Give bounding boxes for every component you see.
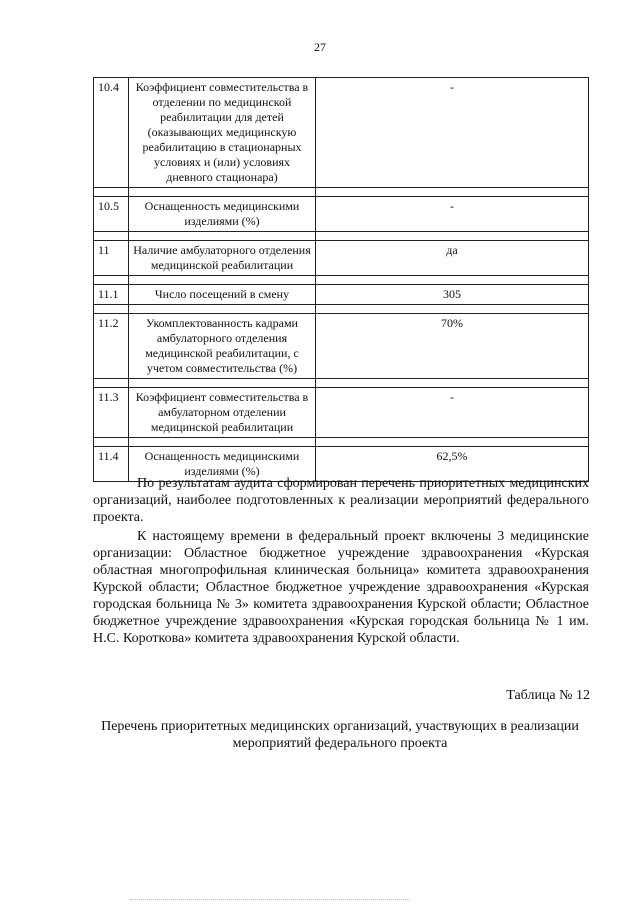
row-indicator-name: Наличие амбулаторного отделения медицинской реабилитации	[129, 241, 316, 276]
row-number: 10.4	[94, 78, 129, 188]
row-number: 11.4	[94, 447, 129, 482]
row-number: 11.3	[94, 388, 129, 438]
bottom-divider	[130, 899, 410, 900]
spacer-cell	[94, 232, 129, 241]
row-value: -	[316, 197, 589, 232]
spacer-cell	[94, 276, 129, 285]
row-number: 10.5	[94, 197, 129, 232]
spacer-cell	[129, 188, 316, 197]
row-spacer	[94, 438, 589, 447]
row-spacer	[94, 188, 589, 197]
table-row	[94, 285, 589, 305]
row-value: -	[316, 78, 589, 188]
spacer-cell	[316, 232, 589, 241]
row-spacer	[94, 232, 589, 241]
spacer-cell	[129, 305, 316, 314]
row-value: -	[316, 388, 589, 438]
row-value: да	[316, 241, 589, 276]
spacer-cell	[94, 305, 129, 314]
table-label: Таблица № 12	[506, 688, 590, 703]
paragraph-included-organizations: К настоящему времени в федеральный проект включены 3 медицинские организации: Областное бюджетное учреждение здравоохранения «Курская областная многопрофильная клиническая больница» комитета здравоохранения Курской области; Областное бюджетное учреждение здравоохранения «Курская городская больница № 3» комитета здравоохранения Курской области; Областное бюджетное учреждение здравоохранения «Курская городская больница № 1 им. Н.С. Короткова» комитета здравоохранения Курской области.	[93, 529, 589, 646]
spacer-cell	[129, 379, 316, 388]
row-value: 62,5%	[316, 447, 589, 482]
spacer-cell	[94, 379, 129, 388]
row-value: 70%	[316, 314, 589, 379]
row-number: 11.1	[94, 285, 129, 305]
table-row	[94, 241, 589, 276]
spacer-cell	[129, 276, 316, 285]
spacer-cell	[94, 438, 129, 447]
row-indicator-name: Укомплектованность кадрами амбулаторного отделения медицинской реабилитации, с учетом совместительства (%)	[129, 314, 316, 379]
table-title: Перечень приоритетных медицинских организаций, участвующих в реализации мероприятий федерального проекта	[101, 719, 579, 751]
spacer-cell	[316, 379, 589, 388]
row-spacer	[94, 276, 589, 285]
row-value: 305	[316, 285, 589, 305]
spacer-cell	[94, 188, 129, 197]
row-number: 11	[94, 241, 129, 276]
row-spacer	[94, 305, 589, 314]
row-indicator-name: Оснащенность медицинскими изделиями (%)	[129, 447, 316, 482]
spacer-cell	[316, 188, 589, 197]
row-spacer	[94, 379, 589, 388]
spacer-cell	[316, 305, 589, 314]
metrics-table	[93, 77, 589, 482]
table-row	[94, 78, 589, 188]
spacer-cell	[129, 438, 316, 447]
spacer-cell	[129, 232, 316, 241]
row-indicator-name: Число посещений в смену	[129, 285, 316, 305]
table-row	[94, 388, 589, 438]
page-number: 27	[314, 40, 326, 54]
row-number: 11.2	[94, 314, 129, 379]
table-row	[94, 314, 589, 379]
row-indicator-name: Оснащенность медицинскими изделиями (%)	[129, 197, 316, 232]
spacer-cell	[316, 438, 589, 447]
row-indicator-name: Коэффициент совместительства в амбулаторном отделении медицинской реабилитации	[129, 388, 316, 438]
row-indicator-name: Коэффициент совместительства в отделении по медицинской реабилитации для детей (оказывающих медицинскую реабилитацию в стационарных условиях и (или) условиях дневного стационара)	[129, 78, 316, 188]
table-row	[94, 197, 589, 232]
spacer-cell	[316, 276, 589, 285]
paragraph-audit-result: По результатам аудита сформирован перечень приоритетных медицинских организаций, наиболее подготовленных к реализации мероприятий федерального проекта.	[93, 476, 589, 525]
